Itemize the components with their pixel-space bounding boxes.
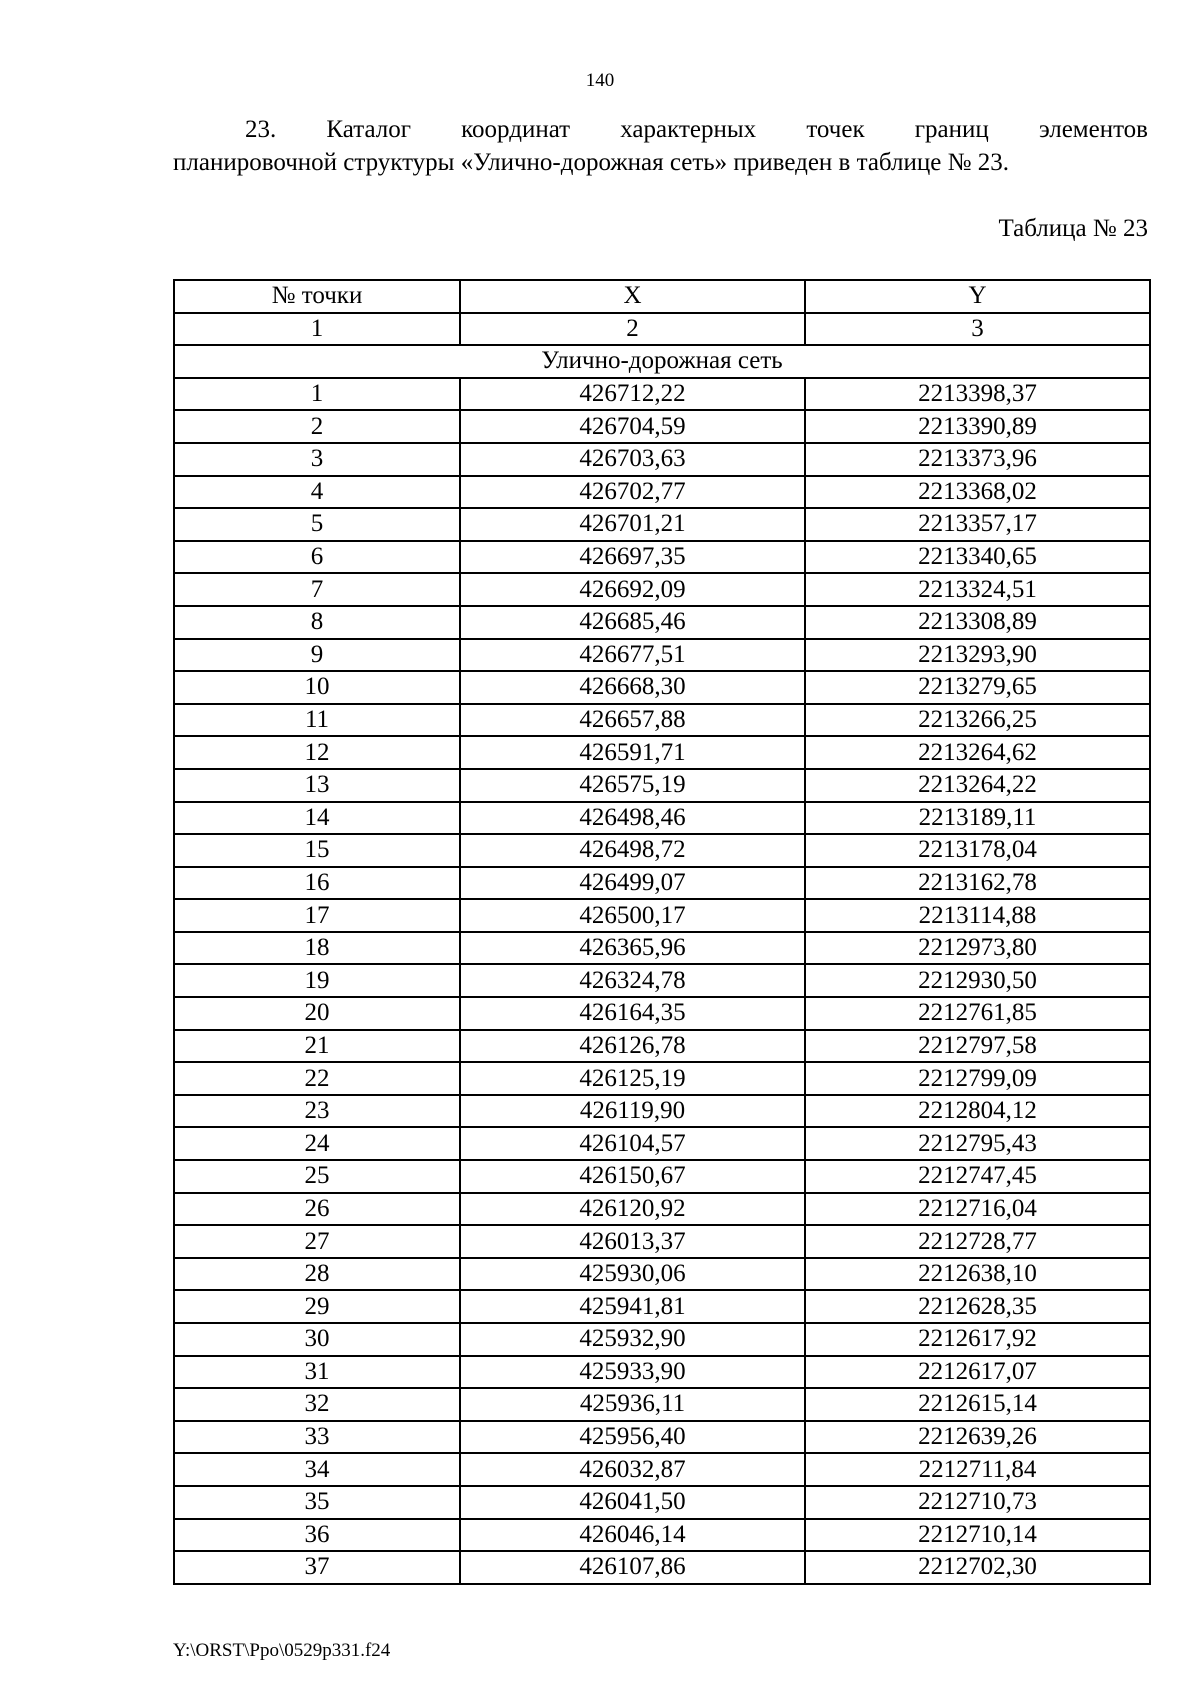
table-row — [174, 573, 1150, 606]
table-row — [174, 704, 1150, 737]
y-coordinate-cell: 2212973,80 — [805, 932, 1150, 965]
point-number-cell: 30 — [174, 1323, 460, 1356]
y-coordinate-cell: 2212711,84 — [805, 1453, 1150, 1486]
point-number-cell: 28 — [174, 1258, 460, 1291]
table-row — [174, 1225, 1150, 1258]
column-number-2: 2 — [460, 313, 805, 346]
x-coordinate-cell: 426365,96 — [460, 932, 805, 965]
point-number-cell: 9 — [174, 639, 460, 672]
y-coordinate-cell: 2213266,25 — [805, 704, 1150, 737]
x-coordinate-cell: 425941,81 — [460, 1290, 805, 1323]
table-row — [174, 1323, 1150, 1356]
x-coordinate-cell: 426591,71 — [460, 736, 805, 769]
y-coordinate-cell: 2212702,30 — [805, 1551, 1150, 1584]
header-point-number: № точки — [174, 280, 460, 313]
point-number-cell: 8 — [174, 606, 460, 639]
table-row — [174, 508, 1150, 541]
point-number-cell: 7 — [174, 573, 460, 606]
point-number-cell: 20 — [174, 997, 460, 1030]
y-coordinate-cell: 2212747,45 — [805, 1160, 1150, 1193]
y-coordinate-cell: 2212930,50 — [805, 964, 1150, 997]
y-coordinate-cell: 2212804,12 — [805, 1095, 1150, 1128]
point-number-cell: 25 — [174, 1160, 460, 1193]
y-coordinate-cell: 2213189,11 — [805, 802, 1150, 835]
column-number-1: 1 — [174, 313, 460, 346]
x-coordinate-cell: 426013,37 — [460, 1225, 805, 1258]
y-coordinate-cell: 2213340,65 — [805, 541, 1150, 574]
x-coordinate-cell: 426712,22 — [460, 378, 805, 411]
y-coordinate-cell: 2212639,26 — [805, 1421, 1150, 1454]
y-coordinate-cell: 2213162,78 — [805, 867, 1150, 900]
column-number-row — [174, 313, 1150, 346]
x-coordinate-cell: 426041,50 — [460, 1486, 805, 1519]
point-number-cell: 1 — [174, 378, 460, 411]
y-coordinate-cell: 2212797,58 — [805, 1030, 1150, 1063]
table-row — [174, 541, 1150, 574]
y-coordinate-cell: 2213390,89 — [805, 410, 1150, 443]
y-coordinate-cell: 2213373,96 — [805, 443, 1150, 476]
y-coordinate-cell: 2212799,09 — [805, 1062, 1150, 1095]
table-row — [174, 1095, 1150, 1128]
y-coordinate-cell: 2212710,14 — [805, 1519, 1150, 1552]
x-coordinate-cell: 425956,40 — [460, 1421, 805, 1454]
x-coordinate-cell: 426704,59 — [460, 410, 805, 443]
table-row — [174, 802, 1150, 835]
y-coordinate-cell: 2213324,51 — [805, 573, 1150, 606]
x-coordinate-cell: 426150,67 — [460, 1160, 805, 1193]
x-coordinate-cell: 426657,88 — [460, 704, 805, 737]
x-coordinate-cell: 426125,19 — [460, 1062, 805, 1095]
table-row — [174, 1421, 1150, 1454]
header-y: Y — [805, 280, 1150, 313]
x-coordinate-cell: 426120,92 — [460, 1193, 805, 1226]
point-number-cell: 2 — [174, 410, 460, 443]
x-coordinate-cell: 426703,63 — [460, 443, 805, 476]
x-coordinate-cell: 425932,90 — [460, 1323, 805, 1356]
table-row — [174, 1258, 1150, 1291]
x-coordinate-cell: 426164,35 — [460, 997, 805, 1030]
x-coordinate-cell: 425933,90 — [460, 1356, 805, 1389]
header-x: X — [460, 280, 805, 313]
x-coordinate-cell: 425936,11 — [460, 1388, 805, 1421]
table-row — [174, 443, 1150, 476]
x-coordinate-cell: 426324,78 — [460, 964, 805, 997]
point-number-cell: 26 — [174, 1193, 460, 1226]
y-coordinate-cell: 2212795,43 — [805, 1127, 1150, 1160]
point-number-cell: 23 — [174, 1095, 460, 1128]
paragraph-line-1: 23. Каталог координат характерных точек границ элементов — [245, 116, 1148, 143]
table-row — [174, 476, 1150, 509]
x-coordinate-cell: 426104,57 — [460, 1127, 805, 1160]
table-row — [174, 671, 1150, 704]
point-number-cell: 36 — [174, 1519, 460, 1552]
table-row — [174, 1388, 1150, 1421]
table-header-row — [174, 280, 1150, 313]
point-number-cell: 6 — [174, 541, 460, 574]
x-coordinate-cell: 426498,46 — [460, 802, 805, 835]
point-number-cell: 21 — [174, 1030, 460, 1063]
table-row — [174, 1486, 1150, 1519]
table-row — [174, 964, 1150, 997]
point-number-cell: 14 — [174, 802, 460, 835]
x-coordinate-cell: 426499,07 — [460, 867, 805, 900]
y-coordinate-cell: 2213368,02 — [805, 476, 1150, 509]
x-coordinate-cell: 425930,06 — [460, 1258, 805, 1291]
section-title: Улично-дорожная сеть — [174, 345, 1150, 378]
point-number-cell: 16 — [174, 867, 460, 900]
table-row — [174, 1551, 1150, 1584]
table-row — [174, 932, 1150, 965]
table-row — [174, 410, 1150, 443]
table-row — [174, 378, 1150, 411]
table-row — [174, 1290, 1150, 1323]
y-coordinate-cell: 2212628,35 — [805, 1290, 1150, 1323]
y-coordinate-cell: 2213264,62 — [805, 736, 1150, 769]
x-coordinate-cell: 426692,09 — [460, 573, 805, 606]
y-coordinate-cell: 2212716,04 — [805, 1193, 1150, 1226]
y-coordinate-cell: 2213308,89 — [805, 606, 1150, 639]
point-number-cell: 5 — [174, 508, 460, 541]
point-number-cell: 17 — [174, 899, 460, 932]
y-coordinate-cell: 2212638,10 — [805, 1258, 1150, 1291]
table-row — [174, 606, 1150, 639]
point-number-cell: 11 — [174, 704, 460, 737]
table-row — [174, 1453, 1150, 1486]
point-number-cell: 15 — [174, 834, 460, 867]
x-coordinate-cell: 426498,72 — [460, 834, 805, 867]
y-coordinate-cell: 2212761,85 — [805, 997, 1150, 1030]
table-row — [174, 736, 1150, 769]
coordinates-table — [173, 279, 1151, 1585]
y-coordinate-cell: 2212615,14 — [805, 1388, 1150, 1421]
table-row — [174, 867, 1150, 900]
point-number-cell: 18 — [174, 932, 460, 965]
point-number-cell: 31 — [174, 1356, 460, 1389]
y-coordinate-cell: 2213114,88 — [805, 899, 1150, 932]
table-row — [174, 1193, 1150, 1226]
point-number-cell: 24 — [174, 1127, 460, 1160]
point-number-cell: 10 — [174, 671, 460, 704]
table-row — [174, 639, 1150, 672]
point-number-cell: 35 — [174, 1486, 460, 1519]
y-coordinate-cell: 2213293,90 — [805, 639, 1150, 672]
y-coordinate-cell: 2213398,37 — [805, 378, 1150, 411]
y-coordinate-cell: 2213357,17 — [805, 508, 1150, 541]
point-number-cell: 33 — [174, 1421, 460, 1454]
table-row — [174, 1030, 1150, 1063]
table-row — [174, 997, 1150, 1030]
y-coordinate-cell: 2212617,07 — [805, 1356, 1150, 1389]
paragraph-line-2: планировочной структуры «Улично-дорожная сеть» приведен в таблице № 23. — [173, 149, 1009, 176]
x-coordinate-cell: 426701,21 — [460, 508, 805, 541]
point-number-cell: 27 — [174, 1225, 460, 1258]
x-coordinate-cell: 426668,30 — [460, 671, 805, 704]
table-row — [174, 899, 1150, 932]
page-number: 140 — [585, 70, 615, 91]
point-number-cell: 37 — [174, 1551, 460, 1584]
y-coordinate-cell: 2213178,04 — [805, 834, 1150, 867]
point-number-cell: 19 — [174, 964, 460, 997]
footer-file-path: Y:\ORST\Ppo\0529p331.f24 — [173, 1640, 391, 1661]
x-coordinate-cell: 426685,46 — [460, 606, 805, 639]
y-coordinate-cell: 2212617,92 — [805, 1323, 1150, 1356]
x-coordinate-cell: 426677,51 — [460, 639, 805, 672]
point-number-cell: 4 — [174, 476, 460, 509]
table-row — [174, 1062, 1150, 1095]
point-number-cell: 22 — [174, 1062, 460, 1095]
intro-paragraph — [173, 113, 1148, 179]
x-coordinate-cell: 426575,19 — [460, 769, 805, 802]
table-body — [174, 345, 1150, 1584]
x-coordinate-cell: 426126,78 — [460, 1030, 805, 1063]
table-row — [174, 769, 1150, 802]
x-coordinate-cell: 426500,17 — [460, 899, 805, 932]
point-number-cell: 34 — [174, 1453, 460, 1486]
table-row — [174, 1356, 1150, 1389]
y-coordinate-cell: 2212710,73 — [805, 1486, 1150, 1519]
column-number-3: 3 — [805, 313, 1150, 346]
point-number-cell: 32 — [174, 1388, 460, 1421]
x-coordinate-cell: 426697,35 — [460, 541, 805, 574]
table-row — [174, 1127, 1150, 1160]
x-coordinate-cell: 426119,90 — [460, 1095, 805, 1128]
y-coordinate-cell: 2213279,65 — [805, 671, 1150, 704]
x-coordinate-cell: 426032,87 — [460, 1453, 805, 1486]
point-number-cell: 12 — [174, 736, 460, 769]
point-number-cell: 13 — [174, 769, 460, 802]
table-row — [174, 1160, 1150, 1193]
point-number-cell: 29 — [174, 1290, 460, 1323]
y-coordinate-cell: 2213264,22 — [805, 769, 1150, 802]
x-coordinate-cell: 426702,77 — [460, 476, 805, 509]
x-coordinate-cell: 426046,14 — [460, 1519, 805, 1552]
point-number-cell: 3 — [174, 443, 460, 476]
section-row — [174, 345, 1150, 378]
x-coordinate-cell: 426107,86 — [460, 1551, 805, 1584]
table-row — [174, 834, 1150, 867]
table-row — [174, 1519, 1150, 1552]
y-coordinate-cell: 2212728,77 — [805, 1225, 1150, 1258]
table-caption: Таблица № 23 — [998, 215, 1148, 242]
